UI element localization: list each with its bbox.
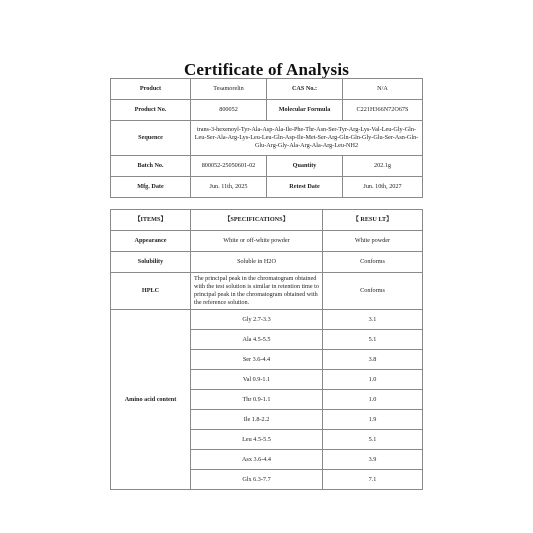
amino-spec: Ile 1.8-2.2 [191, 410, 323, 430]
table-row [111, 100, 423, 121]
hplc-result: Conforms [323, 273, 423, 310]
quantity-value: 202.1g [343, 156, 423, 177]
table-row [111, 273, 423, 310]
amino-result: 1.9 [323, 410, 423, 430]
amino-spec: Gly 2.7-3.3 [191, 310, 323, 330]
amino-spec: Asx 3.6-4.4 [191, 450, 323, 470]
batch-value: 800052-25050601-02 [191, 156, 267, 177]
hplc-spec: The principal peak in the chromatogram obtained with the test solution is similar in retention time to principal peak in the chromatogram obtained with the reference solution. [191, 273, 323, 310]
results-table [110, 209, 423, 490]
formula-label: Molecular Formula [267, 100, 343, 121]
table-row [111, 156, 423, 177]
amino-result: 3.9 [323, 450, 423, 470]
product-label: Product [111, 79, 191, 100]
table-row [111, 231, 423, 252]
amino-result: 5.1 [323, 430, 423, 450]
mfg-value: Jun. 11th, 2025 [191, 177, 267, 198]
cas-label: CAS No.: [267, 79, 343, 100]
amino-result: 5.1 [323, 330, 423, 350]
retest-label: Retest Date [267, 177, 343, 198]
appearance-spec: White or off-white powder [191, 231, 323, 252]
amino-spec: Ala 4.5-5.5 [191, 330, 323, 350]
cas-value: N/A [343, 79, 423, 100]
appearance-result: White powder [323, 231, 423, 252]
header-items: 【ITEMS】 [111, 210, 191, 231]
header-result: 【 RESU LT】 [323, 210, 423, 231]
table-header-row [111, 210, 423, 231]
sequence-value: trans-3-hexenoyl-Tyr-Ala-Asp-Ala-Ile-Phe-Thr-Asn-Ser-Tyr-Arg-Lys-Val-Leu-Gly-Gln-Leu-Ser-Ala-Arg-Lys-Leu-Leu-Gln-Asp-Ile-Met-Ser-Arg-Gln-Gln-Gly-Glu-Ser-Asn-Gln-Glu-Arg-Gly-Ala-Arg-Ala-Arg-Leu-NH2 [191, 121, 423, 156]
amino-acid-label: Amino acid content [111, 310, 191, 490]
appearance-item: Appearance [111, 231, 191, 252]
hplc-item: HPLC [111, 273, 191, 310]
amino-spec: Thr 0.9-1.1 [191, 390, 323, 410]
amino-result: 7.1 [323, 470, 423, 490]
solubility-item: Solubility [111, 252, 191, 273]
amino-result: 3.8 [323, 350, 423, 370]
retest-value: Jun. 10th, 2027 [343, 177, 423, 198]
amino-result: 1.0 [323, 370, 423, 390]
amino-result: 3.1 [323, 310, 423, 330]
table-row [111, 252, 423, 273]
table-row [111, 310, 423, 330]
table-row [111, 177, 423, 198]
page-title: Certificate of Analysis [183, 60, 350, 79]
formula-value: C221H366N72O67S [343, 100, 423, 121]
amino-spec: Val 0.9-1.1 [191, 370, 323, 390]
solubility-result: Conforms [323, 252, 423, 273]
solubility-spec: Soluble in H2O [191, 252, 323, 273]
table-row [111, 121, 423, 156]
product-no-value: 800052 [191, 100, 267, 121]
amino-result: 1.0 [323, 390, 423, 410]
quantity-label: Quantity [267, 156, 343, 177]
header-specifications: 【SPECIFICATIONS】 [191, 210, 323, 231]
mfg-label: Mfg. Date [111, 177, 191, 198]
table-row [111, 79, 423, 100]
amino-spec: Glx 6.3-7.7 [191, 470, 323, 490]
sequence-label: Sequence [111, 121, 191, 156]
product-no-label: Product No. [111, 100, 191, 121]
batch-label: Batch No. [111, 156, 191, 177]
product-info-table [110, 78, 423, 198]
amino-spec: Leu 4.5-5.5 [191, 430, 323, 450]
product-value: Tesamorelin [191, 79, 267, 100]
amino-spec: Ser 3.6-4.4 [191, 350, 323, 370]
